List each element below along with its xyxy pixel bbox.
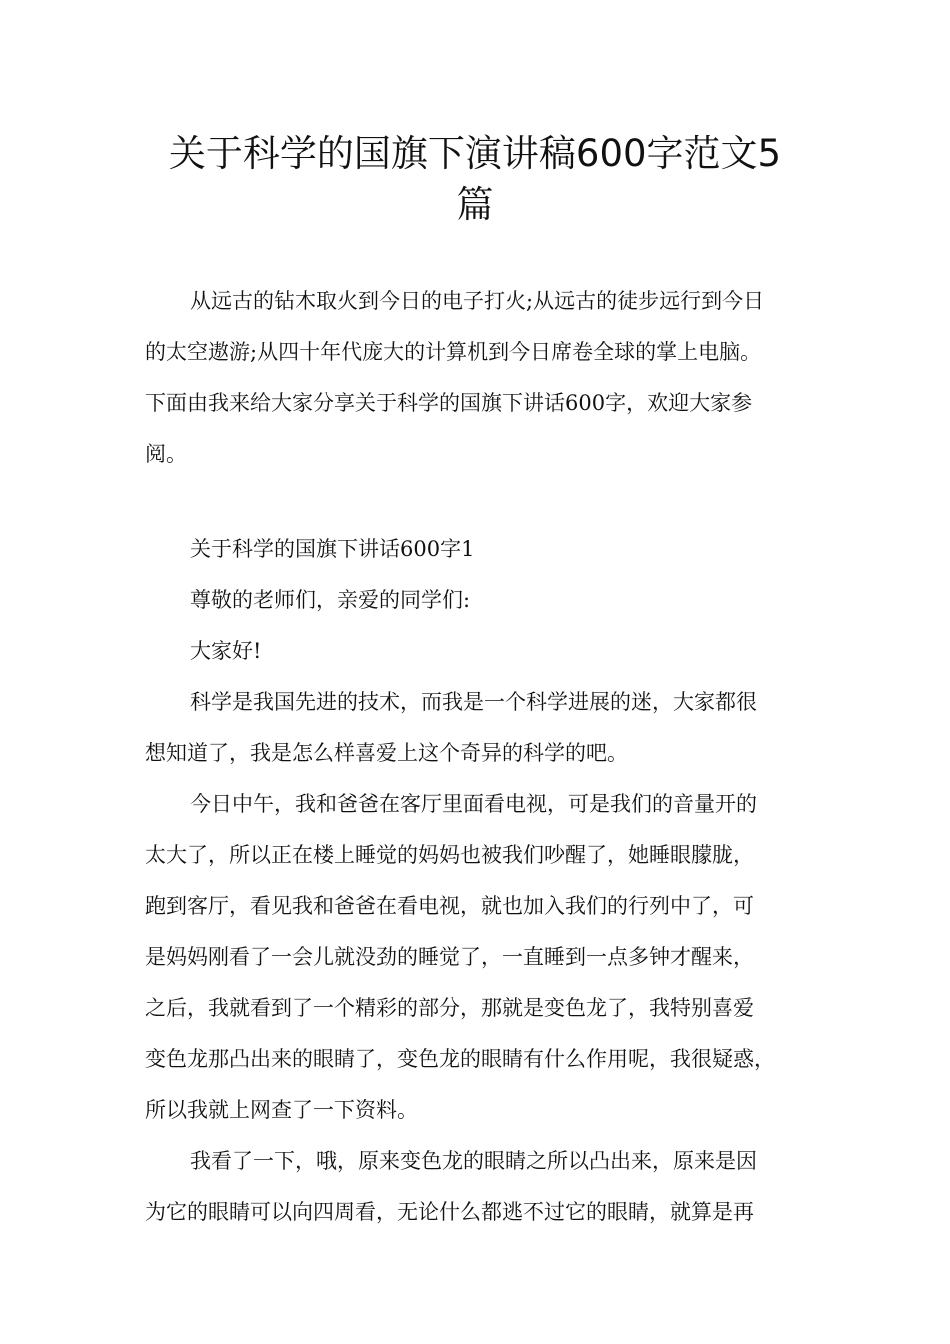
paragraph-2-line: 所以我就上网查了一下资料。 [145, 1098, 418, 1122]
paragraph-2-line: 跑到客厅，看见我和爸爸在看电视，就也加入我们的行列中了，可 [145, 894, 754, 918]
intro-line: 的太空遨游;从四十年代庞大的计算机到今日席卷全球的掌上电脑。 [145, 340, 762, 364]
greeting: 尊敬的老师们，亲爱的同学们: [190, 588, 471, 612]
intro-line: 从远古的钻木取火到今日的电子打火;从远古的徒步远行到今日 [190, 289, 765, 313]
intro-paragraph [145, 276, 825, 480]
section-heading: 关于科学的国旗下讲话600字1 [190, 537, 475, 561]
paragraph-2-line: 太大了，所以正在楼上睡觉的妈妈也被我们吵醒了，她睡眼朦胧， [145, 843, 754, 867]
paragraph-2-line: 之后，我就看到了一个精彩的部分，那就是变色龙了，我特别喜爱 [145, 996, 754, 1020]
paragraph-3-line: 为它的眼睛可以向四周看，无论什么都逃不过它的眼睛，就算是再 [145, 1200, 754, 1224]
document-title [140, 128, 810, 230]
paragraph-1-line: 科学是我国先进的技术，而我是一个科学进展的迷，大家都很 [190, 690, 757, 714]
paragraph-2-line: 变色龙那凸出来的眼睛了，变色龙的眼睛有什么作用呢，我很疑惑， [145, 1047, 775, 1071]
intro-line: 阅。 [145, 442, 187, 466]
paragraph-2-line: 是妈妈刚看了一会儿就没劲的睡觉了，一直睡到一点多钟才醒来， [145, 945, 754, 969]
paragraph-1-line: 想知道了，我是怎么样喜爱上这个奇异的科学的吧。 [145, 741, 628, 765]
hello-line: 大家好! [190, 639, 262, 663]
intro-line: 下面由我来给大家分享关于科学的国旗下讲话600字，欢迎大家参 [145, 391, 753, 415]
paragraph-2-line: 今日中午，我和爸爸在客厅里面看电视，可是我们的音量开的 [190, 792, 757, 816]
title-line-1: 关于科学的国旗下演讲稿600字范文5 [168, 132, 782, 175]
title-line-2: 篇 [456, 183, 494, 226]
speech-section [145, 524, 825, 1238]
paragraph-3-line: 我看了一下，哦，原来变色龙的眼睛之所以凸出来，原来是因 [190, 1149, 757, 1173]
